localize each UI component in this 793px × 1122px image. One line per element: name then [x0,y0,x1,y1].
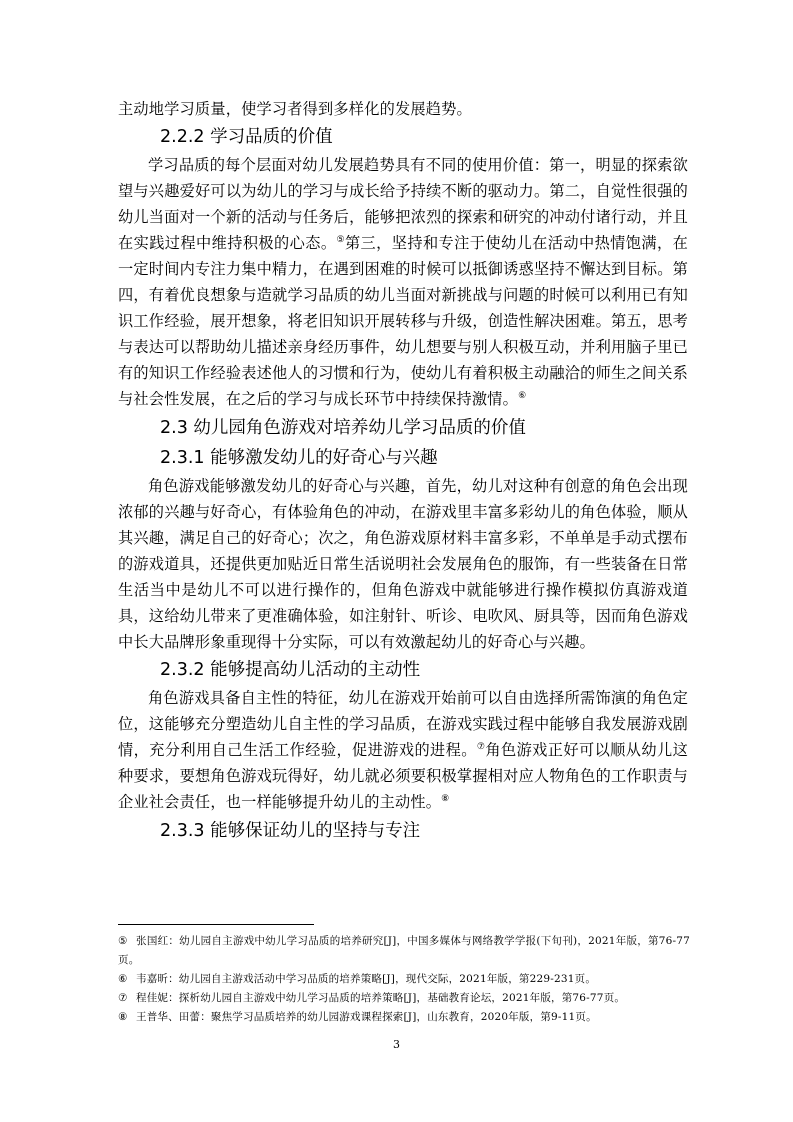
heading-2-2-2: 2.2.2 学习品质的价值 [160,127,333,147]
footnote-text: 韦嘉昕：幼儿园自主游戏活动中学习品质的培养策略[J]，现代交际，2021年版，第229-231页。 [136,973,597,985]
paragraph-value-of-learning-quality [118,152,688,412]
paragraph-initiative [118,685,688,815]
footnote-ref-6[interactable]: ⑥ [518,391,527,401]
footnote-mark: ⑦ [118,992,128,1004]
footnote-7 [118,989,690,1008]
footnote-text: 王普华、田蕾：聚焦学习品质培养的幼儿园游戏课程探索[J]，山东教育，2020年版，第9-11页。 [136,1011,597,1023]
paragraph-text: 第三，坚持和专注于使幼儿在活动中热情饱满，在一定时间内专注力集中精力，在遇到困难的时候可以抵御诱惑坚持不懈达到目标。第四，有着优良想象与造就学习品质的幼儿当面对新挑战与问题的时候可以利用已有知识工作经验，展开想象，将老旧知识开展转移与升级，创造性解决困难。第五，思考与表达可以帮助幼儿描述亲身经历事件，幼儿想要与别人积极互动，并利用脑子里已有的知识工作经验表述他人的习惯和行为，使幼儿有着积极主动融洽的师生之间关系与社会性发展，在之后的学习与成长环节中持续保持激情。 [118,234,688,408]
footnote-ref-5[interactable]: ⑤ [336,235,345,245]
paragraph-continued: 主动地学习质量，使学习者得到多样化的发展趋势。 [118,100,472,118]
paragraph-text: 角色游戏正好可以顺从幼儿这种要求，要想角色游戏玩得好，幼儿就必须要积极掌握相对应人物角色的工作职责与企业社会责任，也一样能够提升幼儿的主动性。 [118,741,688,811]
page-number: 3 [393,1038,400,1051]
heading-2-3-3: 2.3.3 能够保证幼儿的坚持与专注 [160,821,421,841]
footnote-text: 程佳妮：探析幼儿园自主游戏中幼儿学习品质的培养策略[J]，基础教育论坛，2021年版，第76-77页。 [136,992,626,1004]
paragraph-curiosity: 角色游戏能够激发幼儿的好奇心与兴趣，首先，幼儿对这种有创意的角色会出现浓郁的兴趣与好奇心，有体验角色的冲动，在游戏里丰富多彩幼儿的角色体验，顺从其兴趣，满足自己的好奇心；次之，角色游戏原材料丰富多彩，不单单是手动式摆布的游戏道具，还提供更加贴近日常生活说明社会发展角色的服饰，有一些装备在日常生活当中是幼儿不可以进行操作的，但角色游戏中就能够进行操作模拟仿真游戏道具，这给幼儿带来了更准确体验，如注射针、听诊、电吹风、厨具等，因而角色游戏中长大品牌形象重现得十分实际，可以有效激起幼儿的好奇心与兴趣。 [118,477,688,651]
footnote-8 [118,1008,690,1027]
heading-2-3-1: 2.3.1 能够激发幼儿的好奇心与兴趣 [160,448,438,468]
footnote-6 [118,970,690,989]
footnote-5 [118,932,690,970]
heading-2-3-2: 2.3.2 能够提高幼儿活动的主动性 [160,660,421,680]
footnote-mark: ⑤ [118,935,128,947]
paragraph-text: 学习品质的每个层面对幼儿发展趋势具有不同的使用价值：第一，明显的探索欲望与兴趣爱好可以为幼儿的学习与成长给予持续不断的驱动力。第二，自觉性很强的幼儿当面对一个新的活动与任务后，能够把浓烈的探索和研究的冲动付诸行动，并且在实践过程中维持积极的心态。 [118,156,688,252]
footnote-text: 张国红：幼儿园自主游戏中幼儿学习品质的培养研究[J]，中国多媒体与网络教学学报(下旬刊)，2021年版，第76-77页。 [118,935,690,966]
footnotes [118,932,690,1027]
footnote-mark: ⑧ [118,1011,128,1023]
footnote-ref-7[interactable]: ⑦ [476,742,486,752]
heading-2-3: 2.3 幼儿园角色游戏对培养幼儿学习品质的价值 [160,418,526,438]
paragraph-text: 角色游戏具备自主性的特征，幼儿在游戏开始前可以自由选择所需饰演的角色定位，这能够充分塑造幼儿自主性的学习品质，在游戏实践过程中能够自我发展游戏剧情，充分利用自己生活工作经验，促进游戏的进程。 [118,689,688,759]
footnote-divider [118,924,314,925]
main-text [118,96,688,846]
footnote-ref-8[interactable]: ⑧ [441,794,450,804]
footnote-mark: ⑥ [118,973,128,985]
